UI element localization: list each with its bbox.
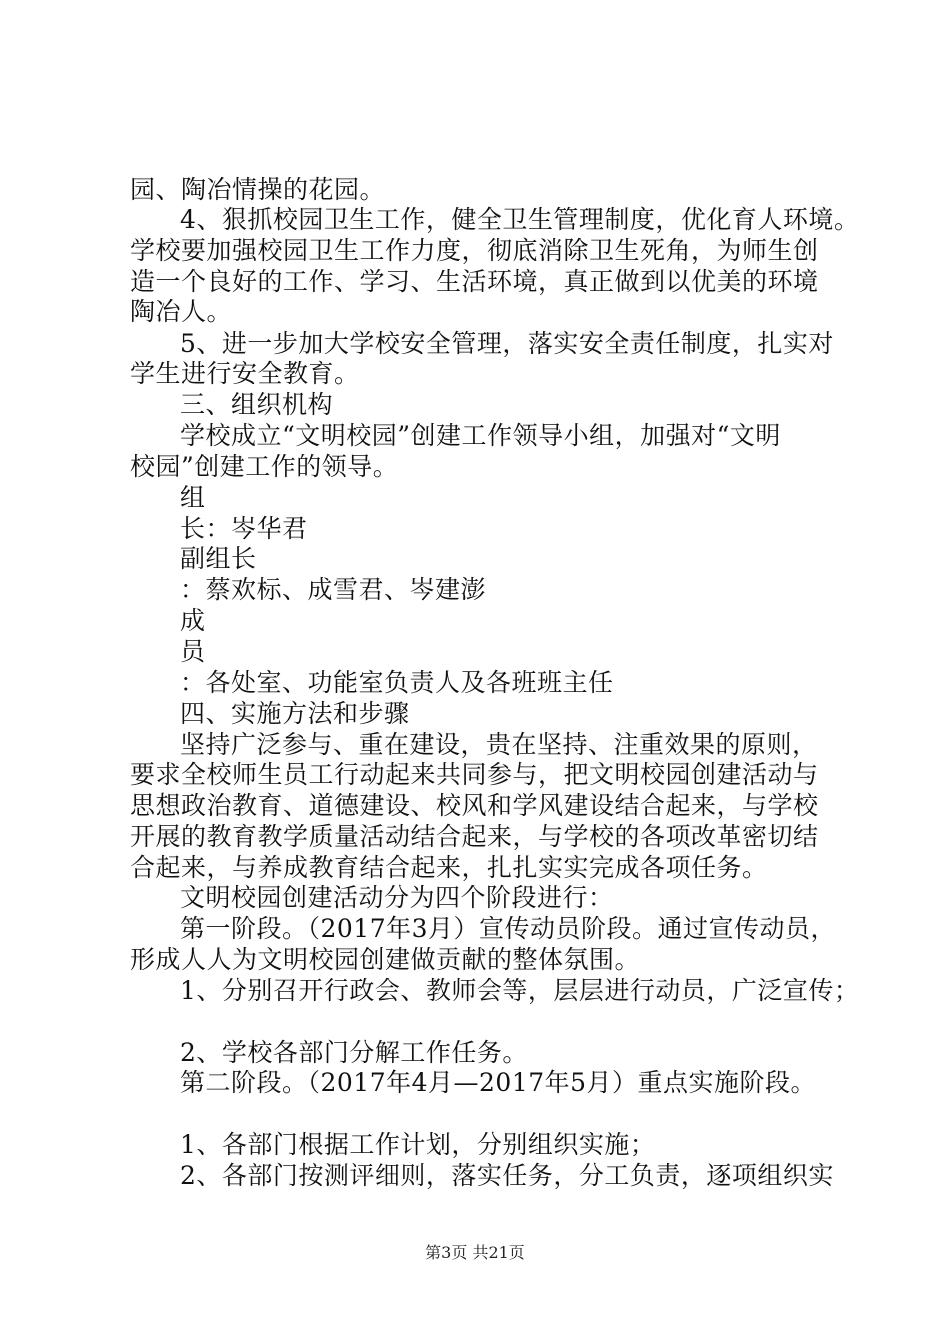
paragraph-line: 学校要加强校园卫生工作力度，彻底消除卫生死角，为师生创 <box>130 236 819 265</box>
paragraph-line: 2、各部门按测评细则，落实任务，分工负责，逐项组织实 <box>180 1161 834 1190</box>
paragraph-line: 4、狠抓校园卫生工作，健全卫生管理制度，优化育人环境。 <box>180 205 860 234</box>
role-entry: ：蔡欢标、成雪君、岑建澎 <box>180 575 487 604</box>
paragraph-line: 园、陶冶情操的花园。 <box>130 175 386 204</box>
paragraph-line: 5、进一步加大学校安全管理，落实安全责任制度，扎实对 <box>180 329 834 358</box>
paragraph-line: 校园”创建工作的领导。 <box>130 452 399 481</box>
role-entry: ：各处室、功能室负责人及各班班主任 <box>180 668 614 697</box>
paragraph-line: 要求全校师生员工行动起来共同参与，把文明校园创建活动与 <box>130 760 819 789</box>
role-entry: 长：岑华君 <box>180 514 308 543</box>
paragraph-line: 合起来，与养成教育结合起来，扎扎实实完成各项任务。 <box>130 853 768 882</box>
paragraph-line: 学生进行安全教育。 <box>130 359 360 388</box>
paragraph-line: 文明校园创建活动分为四个阶段进行： <box>180 883 614 912</box>
role-label: 成 <box>180 606 206 635</box>
paragraph-line: 造一个良好的工作、学习、生活环境，真正做到以优美的环境 <box>130 267 819 296</box>
section-heading: 四、实施方法和步骤 <box>180 699 410 728</box>
role-label: 组 <box>180 483 206 512</box>
paragraph-line: 第二阶段。（2017年4月—2017年5月）重点实施阶段。 <box>180 1068 817 1097</box>
section-heading: 三、组织机构 <box>180 390 334 419</box>
paragraph-line: 坚持广泛参与、重在建设，贵在坚持、注重效果的原则， <box>180 730 818 759</box>
paragraph-line: 1、各部门根据工作计划，分别组织实施； <box>180 1130 656 1159</box>
paragraph-line: 1、分别召开行政会、教师会等，层层进行动员，广泛宣传； <box>180 976 860 1005</box>
role-label: 副组长 <box>180 544 257 573</box>
paragraph-line: 陶冶人。 <box>130 297 233 326</box>
paragraph-line: 2、学校各部门分解工作任务。 <box>180 1038 528 1067</box>
paragraph-line: 思想政治教育、道德建设、校风和学风建设结合起来，与学校 <box>130 791 819 820</box>
paragraph-line: 第一阶段。（2017年3月）宣传动员阶段。通过宣传动员， <box>180 914 837 943</box>
paragraph-line: 开展的教育教学质量活动结合起来，与学校的各项改革密切结 <box>130 822 819 851</box>
paragraph-line: 形成人人为文明校园创建做贡献的整体氛围。 <box>130 945 641 974</box>
paragraph-line: 学校成立“文明校园”创建工作领导小组，加强对“文明 <box>180 421 781 450</box>
page-number: 第3页 共21页 <box>425 1243 525 1262</box>
role-label: 员 <box>180 637 206 666</box>
